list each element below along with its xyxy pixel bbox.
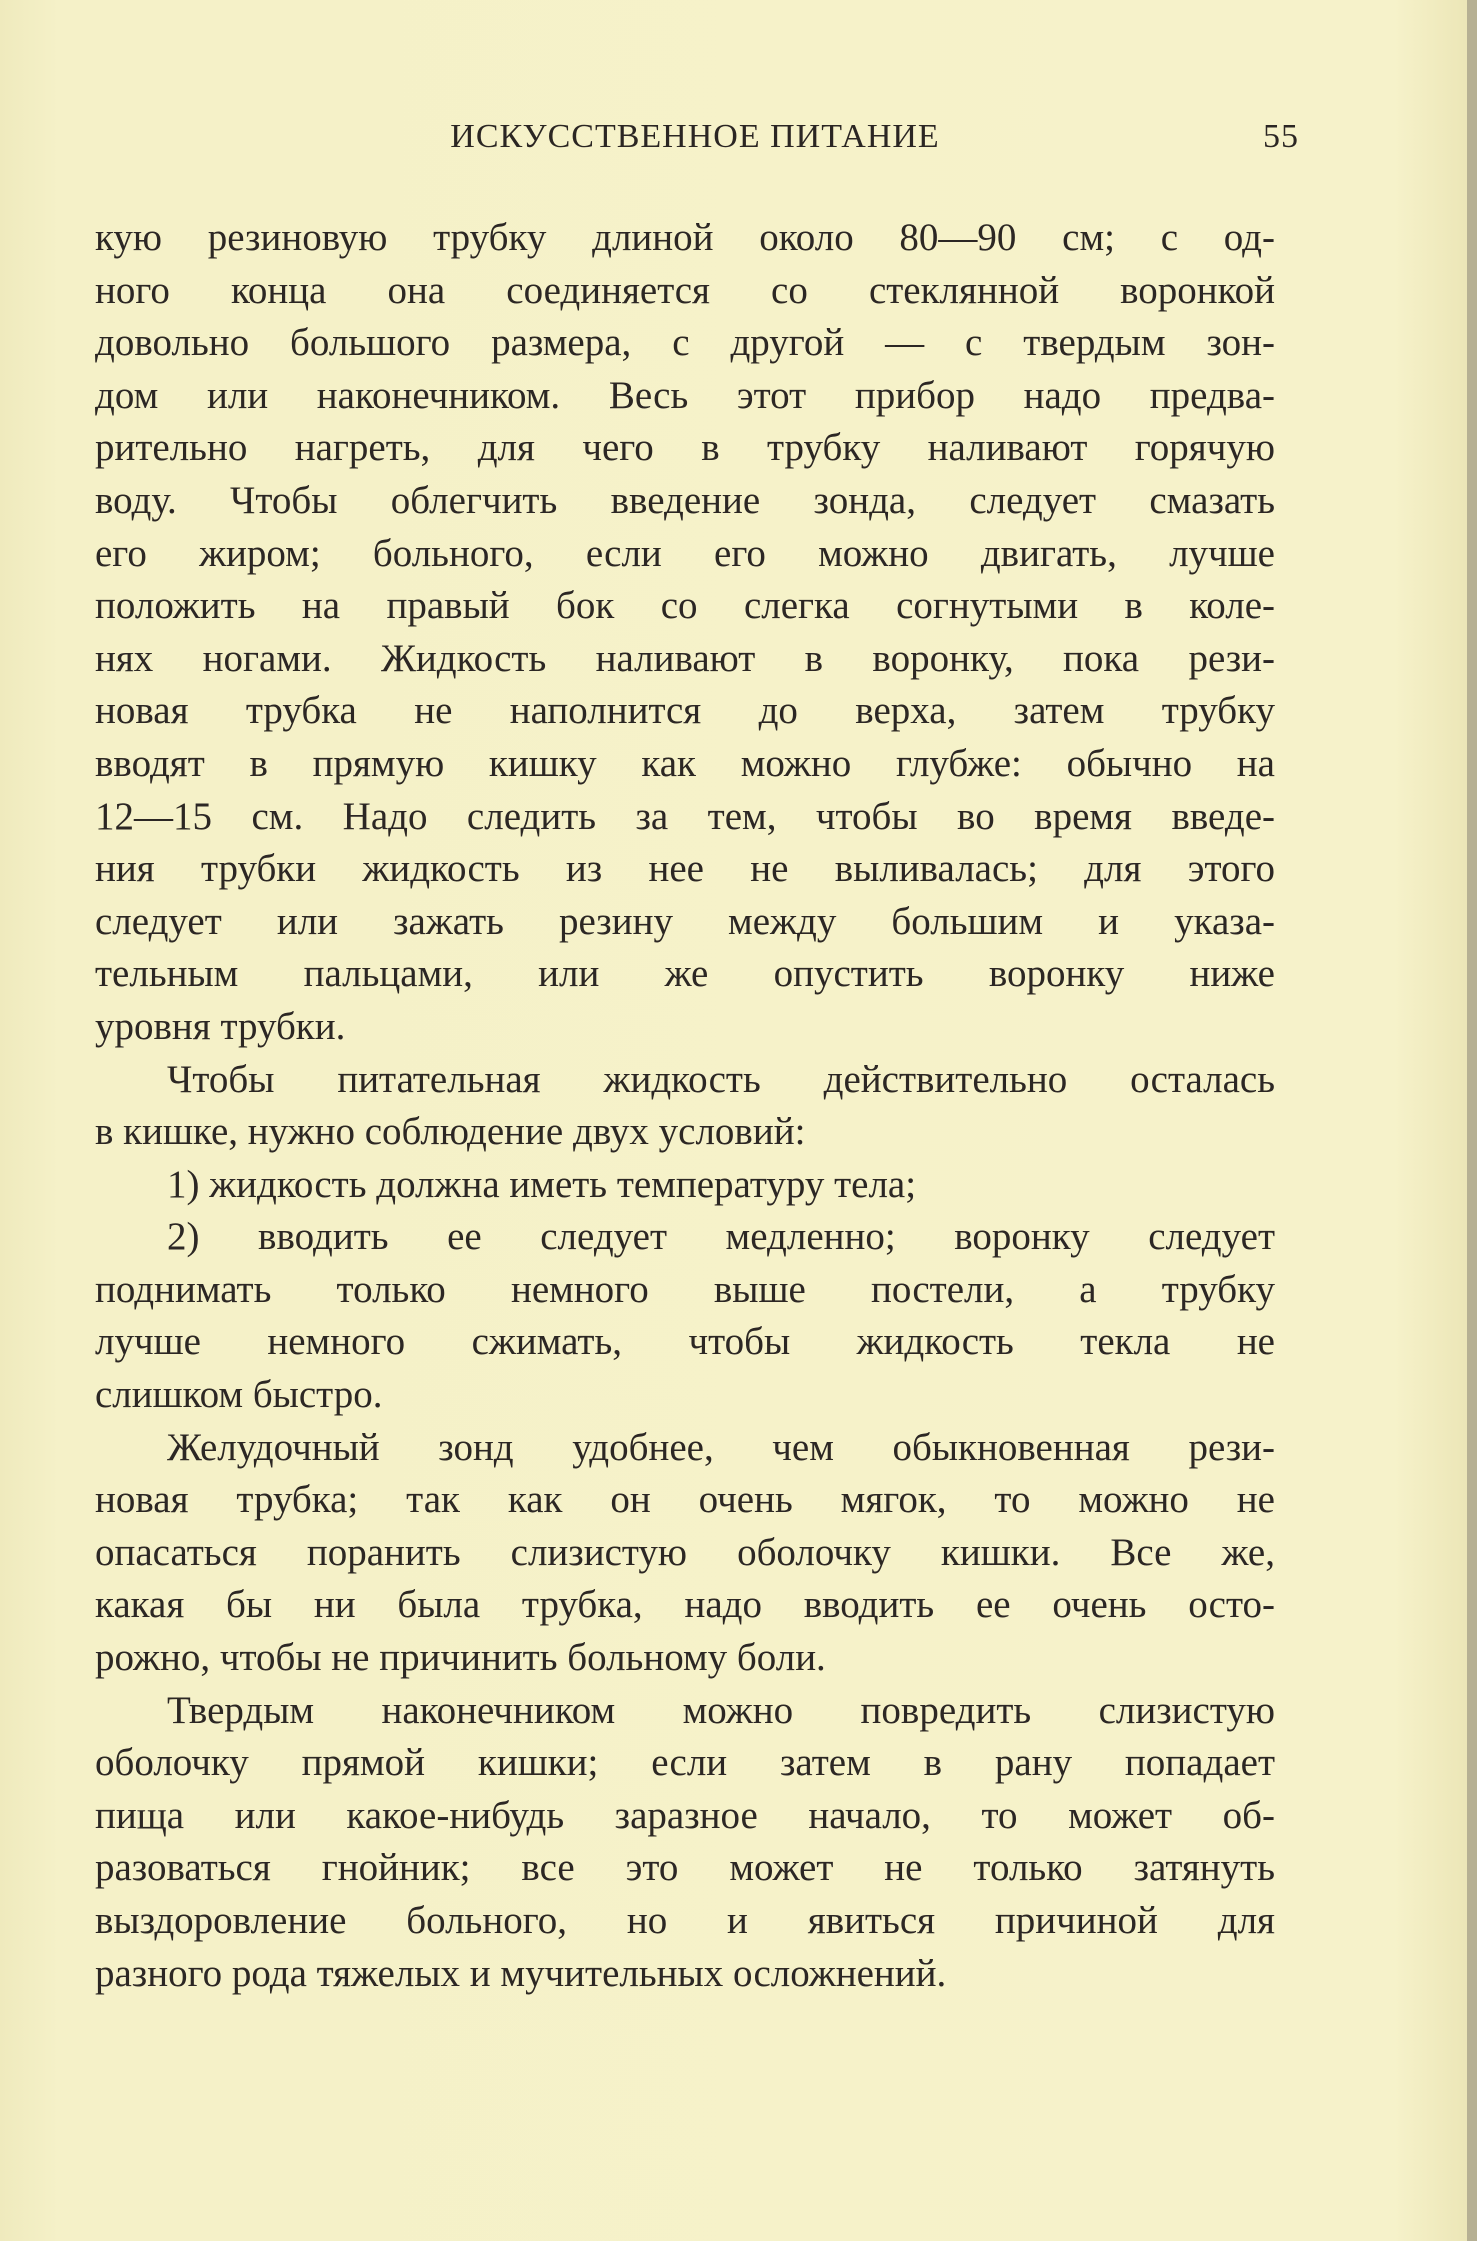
text-line: довольно большого размера, с другой — с твердым зон-: [95, 321, 1275, 365]
text-line: рительно нагреть, для чего в трубку наливают горячую: [95, 426, 1275, 470]
running-title: ИСКУССТВЕННОЕ ПИТАНИЕ: [450, 118, 940, 155]
text-line: разного рода тяжелых и мучительных осложнений.: [95, 1951, 947, 1995]
text-line: новая трубка; так как он очень мягок, то можно не: [95, 1478, 1275, 1522]
text-line: 2) вводить ее следует медленно; воронку следует: [167, 1215, 1275, 1259]
text-line: вводят в прямую кишку как можно глубже: обычно на: [95, 741, 1275, 785]
text-line: Чтобы питательная жидкость действительно осталась: [167, 1057, 1275, 1101]
text-line: выздоровление больного, но и явиться причиной для: [95, 1899, 1275, 1942]
text-line: ния трубки жидкость из нее не выливалась; для этого: [95, 847, 1275, 891]
text-line: в кишке, нужно соблюдение двух условий:: [95, 1110, 806, 1154]
text-line: Твердым наконечником можно повредить слизистую: [167, 1688, 1275, 1732]
page-number: 55: [1263, 118, 1299, 155]
text-line: Желудочный зонд удобнее, чем обыкновенная рези-: [167, 1425, 1275, 1469]
text-line: тельным пальцами, или же опустить воронку ниже: [95, 952, 1275, 996]
text-line: слишком быстро.: [95, 1373, 383, 1417]
text-line: 1) жидкость должна иметь температуру тела;: [167, 1162, 917, 1206]
text-line: поднимать только немного выше постели, а трубку: [95, 1267, 1275, 1311]
text-line: какая бы ни была трубка, надо вводить ее очень осто-: [95, 1583, 1275, 1627]
text-line: его жиром; больного, если его можно двигать, лучше: [95, 531, 1275, 575]
text-line: дом или наконечником. Весь этот прибор надо предва-: [95, 373, 1275, 417]
running-header: [95, 118, 1299, 166]
text-line: разоваться гнойник; все это может не только затянуть: [95, 1846, 1275, 1890]
text-line: пища или какое-нибудь заразное начало, то может об-: [95, 1793, 1275, 1837]
body-text: [95, 212, 1275, 2000]
text-line: лучше немного сжимать, чтобы жидкость текла не: [95, 1320, 1275, 1364]
text-line: уровня трубки.: [95, 1004, 346, 1048]
text-line: новая трубка не наполнится до верха, затем трубку: [95, 689, 1275, 733]
text-line: рожно, чтобы не причинить больному боли.: [95, 1636, 826, 1680]
text-line: нях ногами. Жидкость наливают в воронку, пока рези-: [95, 636, 1275, 680]
text-line: 12—15 см. Надо следить за тем, чтобы во время введе-: [95, 794, 1275, 838]
text-line: кую резиновую трубку длиной около 80—90 см; с од-: [95, 216, 1275, 259]
text-line: опасаться поранить слизистую оболочку кишки. Все же,: [95, 1530, 1275, 1574]
text-line: положить на правый бок со слегка согнутыми в коле-: [95, 584, 1275, 628]
text-line: воду. Чтобы облегчить введение зонда, следует смазать: [95, 478, 1275, 522]
text-line: оболочку прямой кишки; если затем в рану попадает: [95, 1741, 1275, 1785]
text-line: ного конца она соединяется со стеклянной воронкой: [95, 268, 1275, 312]
text-line: следует или зажать резину между большим и указа-: [95, 899, 1275, 943]
